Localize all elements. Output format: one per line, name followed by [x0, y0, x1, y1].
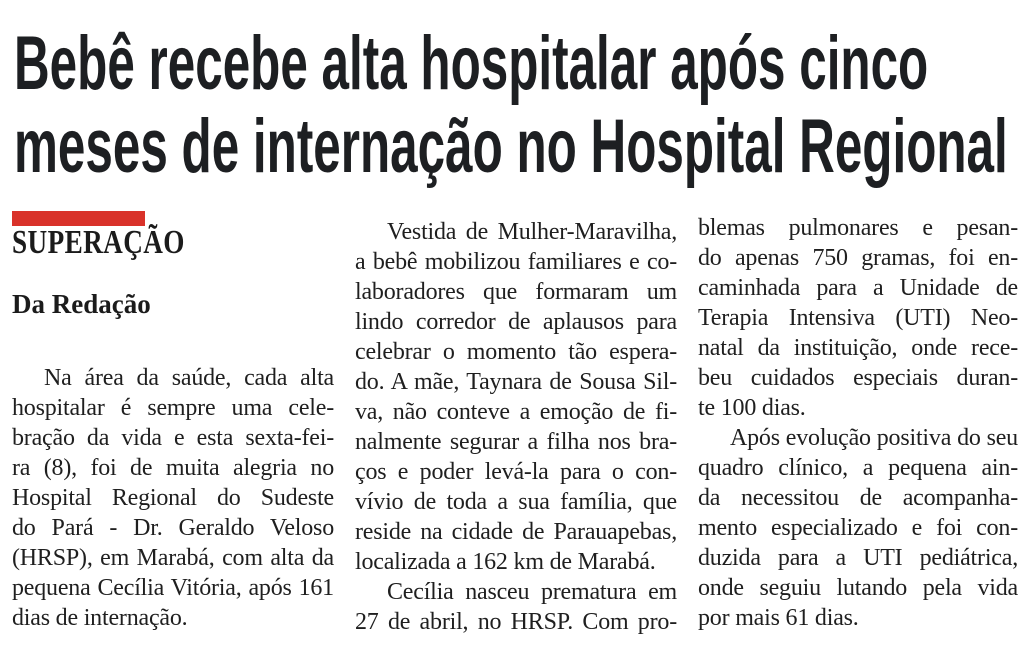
body-line: Cecília nasceu prematura em: [387, 579, 677, 605]
body-line: blemas pulmonares e pesan-: [698, 215, 1018, 241]
body-line: Terapia Intensiva (UTI) Neo-: [698, 305, 1018, 331]
body-line: va, não conteve a emoção de fi-: [355, 399, 677, 425]
body-line: Após evolução positiva do seu: [730, 425, 1018, 451]
body-line: por mais 61 dias.: [698, 605, 859, 631]
body-line: celebrar o momento tão espera-: [355, 339, 677, 365]
body-line: ços e poder levá-la para o con-: [355, 459, 677, 485]
body-line: localizada a 162 km de Marabá.: [355, 549, 656, 575]
body-line: onde seguiu lutando pela vida: [698, 575, 1018, 601]
kicker: SUPERAÇÃO: [12, 224, 185, 261]
body-line: duzida para a UTI pediátrica,: [698, 545, 1018, 571]
body-line: nalmente segurar a filha nos bra-: [355, 429, 677, 455]
body-line: (HRSP), em Marabá, com alta da: [12, 545, 334, 571]
body-line: beu cuidados especiais duran-: [698, 365, 1018, 391]
body-line: quadro clínico, a pequena ain-: [698, 455, 1018, 481]
body-line: do Pará - Dr. Geraldo Veloso: [12, 515, 334, 541]
article-column-2: [355, 217, 677, 637]
body-line: caminhada para a Unidade de: [698, 275, 1018, 301]
article-column-3: [698, 213, 1018, 633]
byline: Da Redação: [12, 289, 151, 319]
body-line: dias de internação.: [12, 605, 188, 631]
body-line: pequena Cecília Vitória, após 161: [12, 575, 334, 601]
article-headline: [14, 22, 1024, 188]
body-line: Na área da saúde, cada alta: [44, 365, 334, 391]
body-line: ra (8), foi de muita alegria no: [12, 455, 334, 481]
body-line: vívio de toda a sua família, que: [355, 489, 677, 515]
body-line: do. A mãe, Taynara de Sousa Sil-: [355, 369, 677, 395]
body-line: da necessitou de acompanha-: [698, 485, 1018, 511]
body-line: te 100 dias.: [698, 395, 806, 421]
body-line: reside na cidade de Parauapebas,: [355, 519, 677, 545]
body-line: do apenas 750 gramas, foi en-: [698, 245, 1018, 271]
body-line: laboradores que formaram um: [355, 279, 677, 305]
headline-line-2: meses de internação no Hospital Regional: [14, 104, 1008, 189]
body-line: 27 de abril, no HRSP. Com pro-: [355, 609, 677, 635]
article-column-1: [12, 363, 334, 633]
body-line: bração da vida e esta sexta-fei-: [12, 425, 334, 451]
body-line: Vestida de Mulher-Maravilha,: [387, 219, 677, 245]
headline-line-1: Bebê recebe alta hospitalar após cinco: [14, 21, 929, 106]
body-line: hospitalar é sempre uma cele-: [12, 395, 334, 421]
body-line: Hospital Regional do Sudeste: [12, 485, 334, 511]
body-line: a bebê mobilizou familiares e co-: [355, 249, 677, 275]
body-line: mento especializado e foi con-: [698, 515, 1018, 541]
body-line: natal da instituição, onde rece-: [698, 335, 1018, 361]
body-line: lindo corredor de aplausos para: [355, 309, 677, 335]
